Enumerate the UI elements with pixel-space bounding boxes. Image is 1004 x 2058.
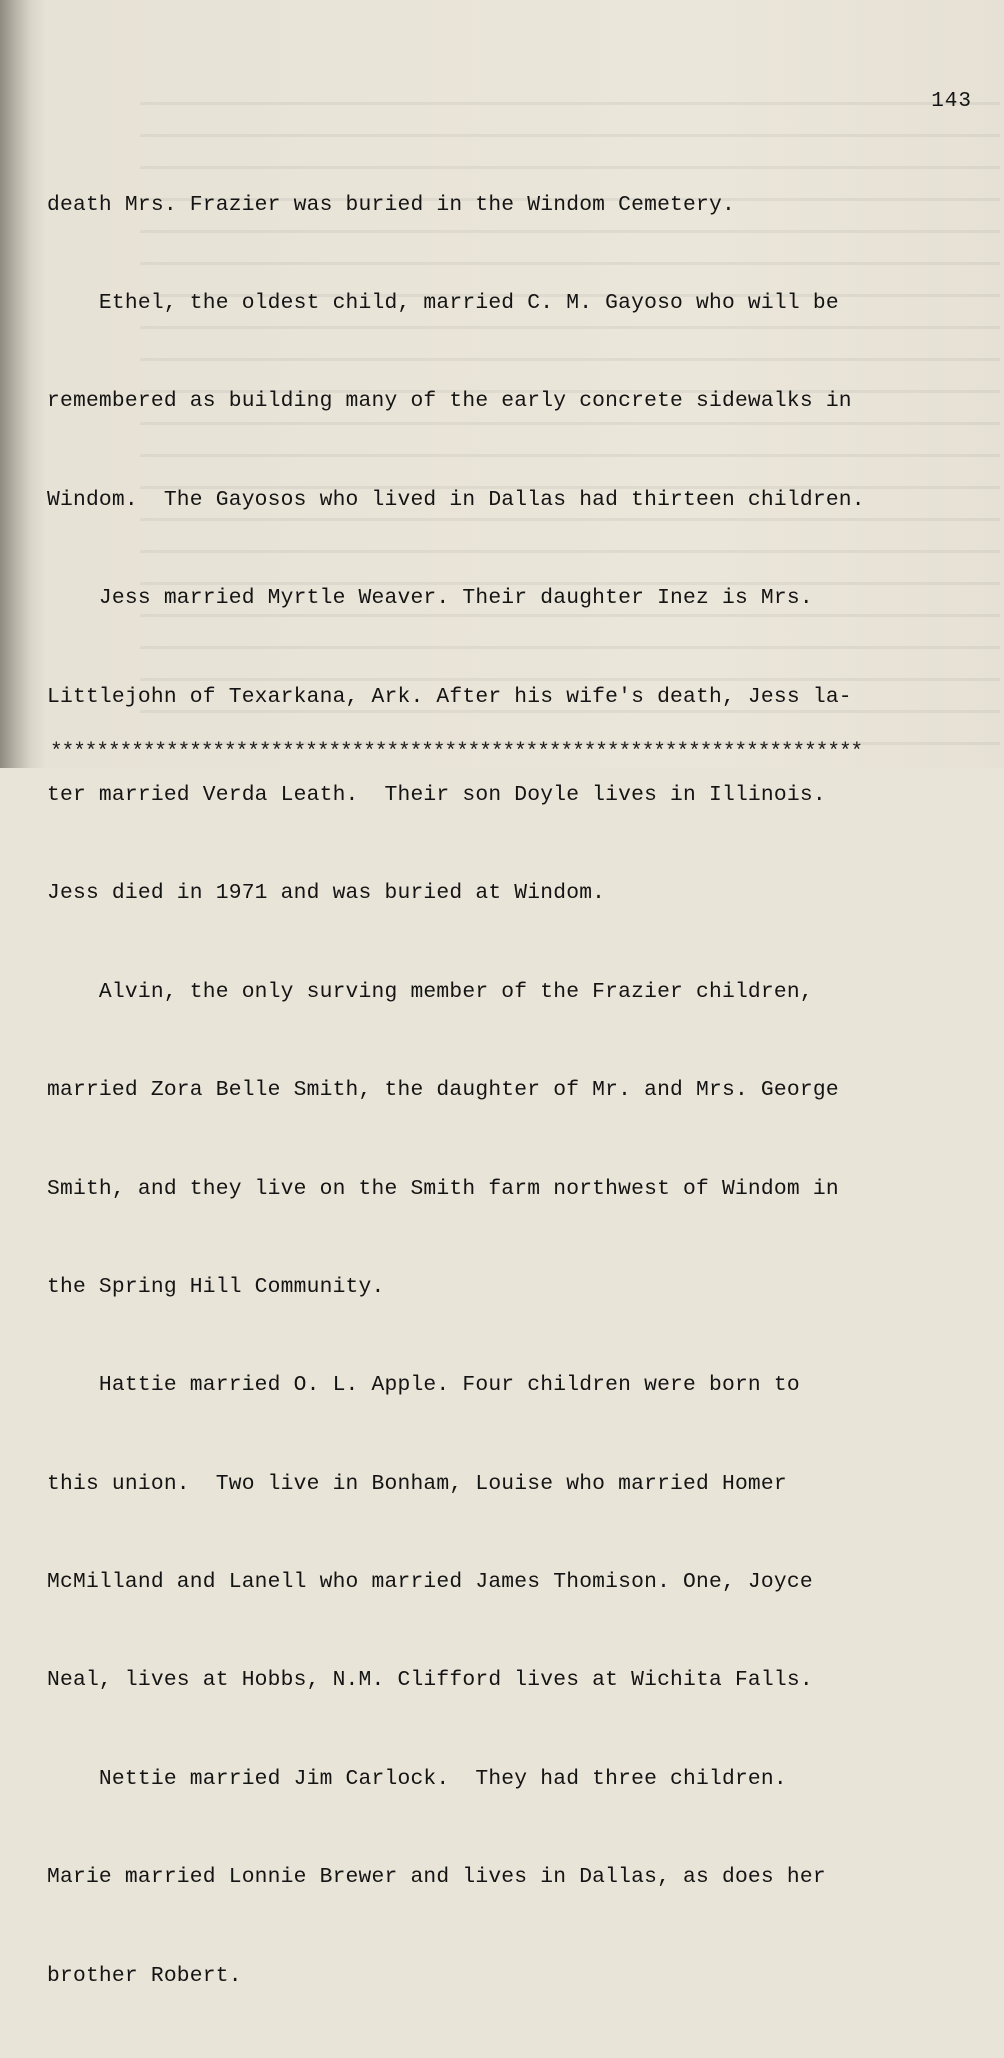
- text-line: McMilland and Lanell who married James Thomison. One, Joyce: [47, 1570, 813, 1595]
- body-text: [47, 123, 977, 2058]
- text-line: remembered as building many of the early concrete sidewalks in: [47, 389, 852, 414]
- text-line: death Mrs. Frazier was buried in the Windom Cemetery.: [47, 192, 735, 217]
- text-line: married Zora Belle Smith, the daughter of Mr. and Mrs. George: [47, 1078, 839, 1103]
- text-line: Jess died in 1971 and was buried at Windom.: [47, 881, 606, 906]
- text-line: Neal, lives at Hobbs, N.M. Clifford lives at Wichita Falls.: [47, 1668, 813, 1693]
- text-line: Nettie married Jim Carlock. They had three children.: [47, 1766, 787, 1791]
- text-line: the Spring Hill Community.: [47, 1274, 385, 1299]
- text-line: Hattie married O. L. Apple. Four children were born to: [47, 1373, 800, 1398]
- text-line: Windom. The Gayosos who lived in Dallas had thirteen children.: [47, 487, 865, 512]
- text-line: brother Robert.: [47, 1963, 242, 1988]
- text-line: Marie married Lonnie Brewer and lives in Dallas, as does her: [47, 1865, 826, 1890]
- page-number: 143: [931, 90, 972, 113]
- text-line: Littlejohn of Texarkana, Ark. After his wife's death, Jess la-: [47, 684, 852, 709]
- text-line: Alvin, the only surving member of the Frazier children,: [47, 979, 813, 1004]
- asterisk-divider: **********************************************************************: [50, 741, 863, 764]
- text-line: Ethel, the oldest child, married C. M. Gayoso who will be: [47, 290, 839, 315]
- text-line: ter married Verda Leath. Their son Doyle lives in Illinois.: [47, 782, 826, 807]
- text-line: Smith, and they live on the Smith farm northwest of Windom in: [47, 1176, 839, 1201]
- text-line: this union. Two live in Bonham, Louise who married Homer: [47, 1471, 787, 1496]
- text-line: Jess married Myrtle Weaver. Their daughter Inez is Mrs.: [47, 586, 813, 611]
